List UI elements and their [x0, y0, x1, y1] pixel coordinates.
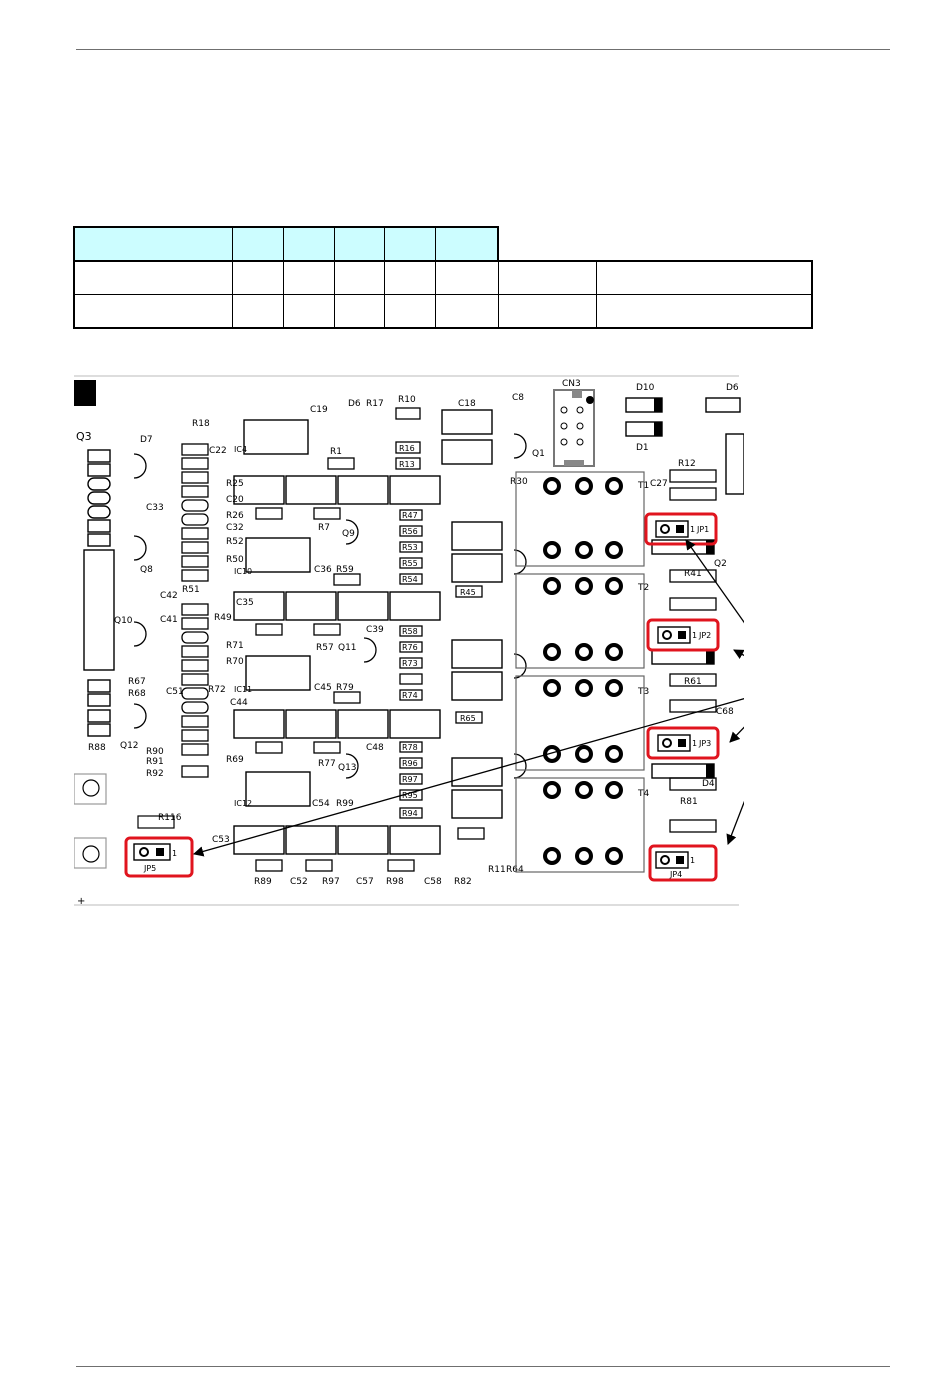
- silk-label: CN3: [562, 379, 581, 389]
- silk-label: R50: [226, 555, 244, 565]
- silk-label: R61: [684, 677, 702, 687]
- jumper-jp3: [648, 728, 718, 758]
- table-cell: [384, 295, 435, 329]
- table-cell: [74, 261, 232, 295]
- silk-label: D6: [726, 383, 739, 393]
- silk-label: C35: [236, 598, 254, 608]
- silk-label: R97: [402, 775, 418, 784]
- silk-label: Q11: [338, 643, 357, 653]
- connector-cn3: [554, 390, 594, 466]
- silk-label: R69: [226, 755, 244, 765]
- silk-label: Q1: [532, 449, 545, 459]
- silk-label: R99: [336, 799, 354, 809]
- silk-label: R96: [402, 759, 418, 768]
- table-cell: [232, 295, 283, 329]
- transformer-label-t2: T2: [638, 583, 650, 593]
- silk-label: C53: [212, 835, 230, 845]
- silk-label: Q13: [338, 763, 357, 773]
- jumper-label-jp4: JP4: [670, 870, 683, 879]
- transformer-pins: [545, 479, 621, 863]
- pin-one-label: 1: [172, 849, 178, 858]
- table-cell: [334, 295, 384, 329]
- table-cell: [74, 295, 232, 329]
- silk-label: Q12: [120, 741, 139, 751]
- jumper-settings-table: [73, 226, 813, 329]
- pcb-layout-figure: [74, 374, 744, 919]
- silk-label: R13: [399, 460, 415, 469]
- silk-label: R73: [402, 659, 418, 668]
- silk-label: R16: [399, 444, 415, 453]
- silk-label: R71: [226, 641, 244, 651]
- table-cell: [498, 295, 596, 329]
- silk-label: R90: [146, 747, 164, 757]
- silk-label: C52: [290, 877, 308, 887]
- pin-one-label: 1: [692, 631, 698, 640]
- silk-label: R70: [226, 657, 244, 667]
- header-cell: [283, 227, 334, 261]
- silk-label: R41: [684, 569, 702, 579]
- silk-label: D7: [140, 435, 153, 445]
- transformer-label-t1: T1: [638, 481, 650, 491]
- silk-label: C33: [146, 503, 164, 513]
- jumper-jp4: [650, 846, 716, 880]
- table-row: [74, 295, 812, 329]
- silk-label: C48: [366, 743, 384, 753]
- silk-label: R91: [146, 757, 164, 767]
- silk-label: Q10: [114, 616, 133, 626]
- silk-label: R26: [226, 511, 244, 521]
- silk-label: Q8: [140, 565, 153, 575]
- jumper-label-jp3: JP3: [699, 739, 712, 748]
- silk-label: R11: [488, 865, 506, 875]
- header-cell: [435, 227, 498, 261]
- silk-label: R65: [460, 714, 476, 723]
- silk-label: R78: [402, 743, 418, 752]
- pin-one-label: 1: [692, 739, 698, 748]
- transformer-label-t3: T3: [638, 687, 650, 697]
- jumper-label-jp5: JP5: [144, 864, 157, 873]
- header-rule: [76, 49, 890, 50]
- header-cell: [384, 227, 435, 261]
- jumper-jp5: [126, 838, 192, 876]
- silk-label: C54: [312, 799, 330, 809]
- silk-label: R7: [318, 523, 330, 533]
- table-cell: [596, 261, 812, 295]
- silk-label: C57: [356, 877, 374, 887]
- silk-label: IC4: [234, 445, 248, 454]
- silk-label: R49: [214, 613, 232, 623]
- silk-label: R82: [454, 877, 472, 887]
- silk-label: R56: [402, 527, 418, 536]
- silk-label: C45: [314, 683, 332, 693]
- silk-label: IC12: [234, 799, 253, 808]
- silk-label: R68: [128, 689, 146, 699]
- silk-label: R53: [402, 543, 418, 552]
- silk-label: Q2: [714, 559, 727, 569]
- resistor-column-2: [182, 444, 208, 777]
- pin-one-label: 1: [690, 856, 696, 865]
- silk-label: C20: [226, 495, 244, 505]
- silk-label: R1: [330, 447, 342, 457]
- silk-label: R58: [402, 627, 418, 636]
- silk-label: C58: [424, 877, 442, 887]
- silk-label: D10: [636, 383, 655, 393]
- silk-label: C41: [160, 615, 178, 625]
- silk-label: R77: [318, 759, 336, 769]
- ic-outlines: [244, 420, 310, 806]
- silk-label: R57: [316, 643, 334, 653]
- silk-label: R98: [386, 877, 404, 887]
- table-cell: [384, 261, 435, 295]
- silk-label: R45: [460, 588, 476, 597]
- silk-label: C18: [458, 399, 476, 409]
- header-cell: [74, 227, 232, 261]
- silk-label: R54: [402, 575, 418, 584]
- jumper-label-jp1: JP1: [697, 525, 710, 534]
- silk-label: R79: [336, 683, 354, 693]
- transformer-blocks: [516, 472, 644, 872]
- silk-label: D4: [702, 779, 715, 789]
- silk-label: R92: [146, 769, 164, 779]
- jumper-label-jp2: JP2: [699, 631, 712, 640]
- silk-label: R18: [192, 419, 210, 429]
- silk-label: R89: [254, 877, 272, 887]
- table-row: [74, 261, 812, 295]
- left-component-column: [84, 450, 114, 736]
- pin-one-label: 1: [690, 525, 696, 534]
- silk-label: R88: [88, 743, 106, 753]
- silk-label: C36: [314, 565, 332, 575]
- silk-label: D6: [348, 399, 361, 409]
- silk-label: R76: [402, 643, 418, 652]
- silk-label: C8: [512, 393, 525, 403]
- silk-label: C32: [226, 523, 244, 533]
- silk-label: R55: [402, 559, 418, 568]
- table-cell: [596, 295, 812, 329]
- silk-label: R67: [128, 677, 146, 687]
- silk-label: R116: [158, 813, 182, 823]
- silk-label: R81: [680, 797, 698, 807]
- silk-label: R72: [208, 685, 226, 695]
- silk-label: R47: [402, 511, 418, 520]
- silk-label: C44: [230, 698, 248, 708]
- silk-label: R12: [678, 459, 696, 469]
- silk-label: D1: [636, 443, 649, 453]
- silk-label: R17: [366, 399, 384, 409]
- silk-label: C42: [160, 591, 178, 601]
- silk-label: R25: [226, 479, 244, 489]
- silk-label: Q3: [76, 430, 92, 443]
- svg-text:+: +: [77, 896, 86, 907]
- silk-label: C22: [209, 446, 227, 456]
- footer-rule: [76, 1366, 890, 1367]
- header-cell: [334, 227, 384, 261]
- silk-label: R52: [226, 537, 244, 547]
- silk-label: R74: [402, 691, 418, 700]
- silk-label: C51: [166, 687, 184, 697]
- silk-label: C68: [716, 707, 734, 717]
- silk-label: R97: [322, 877, 340, 887]
- table-cell: [435, 261, 498, 295]
- silk-label: IC10: [234, 567, 253, 576]
- board-corner-block: [74, 380, 96, 406]
- table-cell: [232, 261, 283, 295]
- table-cell: [435, 295, 498, 329]
- silk-label: IC11: [234, 685, 253, 694]
- table-cell: [334, 261, 384, 295]
- silk-label: C19: [310, 405, 328, 415]
- table-cell: [283, 261, 334, 295]
- silk-label: R51: [182, 585, 200, 595]
- silk-label: R30: [510, 477, 528, 487]
- silk-label: C39: [366, 625, 384, 635]
- jumper-jp2: [648, 620, 718, 650]
- header-cell: [232, 227, 283, 261]
- transformer-label-t4: T4: [638, 789, 650, 799]
- silk-label: Q9: [342, 529, 355, 539]
- silk-label: R10: [398, 395, 416, 405]
- silk-label: C27: [650, 479, 668, 489]
- table-header-row: [74, 227, 812, 261]
- silk-label: R59: [336, 565, 354, 575]
- table-cell: [498, 261, 596, 295]
- silk-label: R95: [402, 791, 418, 800]
- silk-label: R94: [402, 809, 418, 818]
- table-cell: [283, 295, 334, 329]
- silk-label: R64: [506, 865, 524, 875]
